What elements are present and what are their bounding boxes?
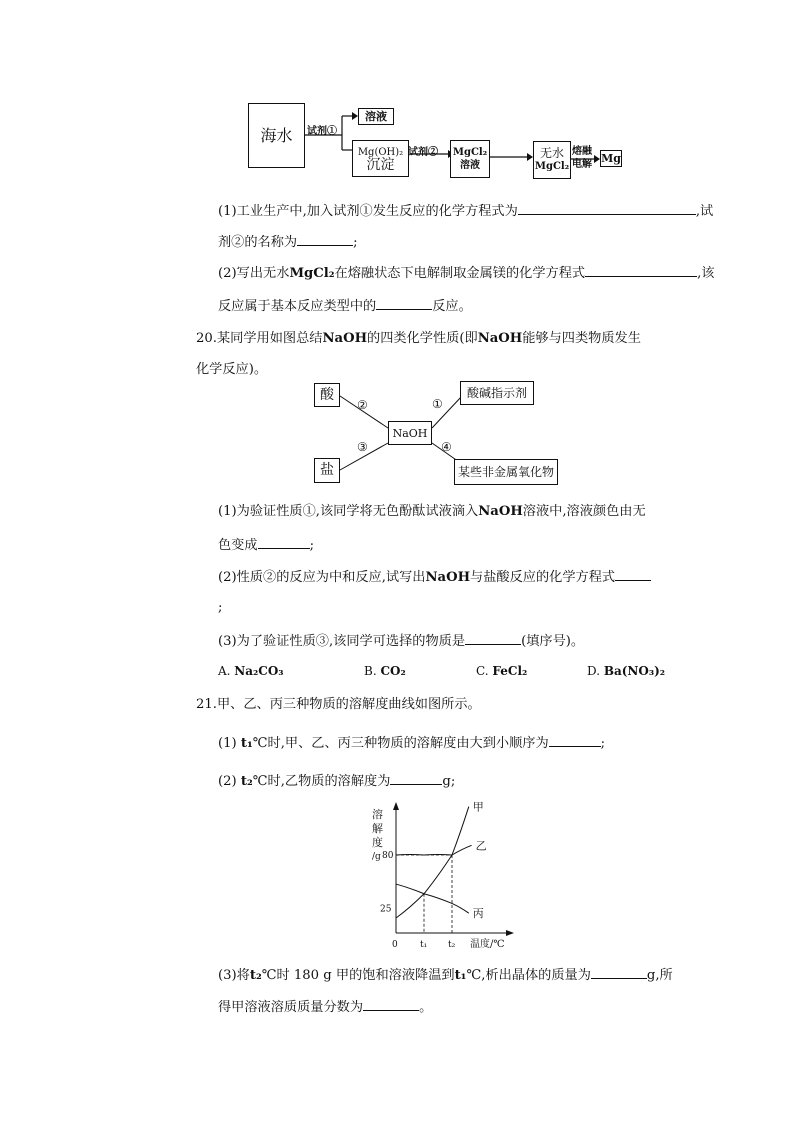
- x-tick: 0: [392, 940, 398, 948]
- x-tick: t₁: [420, 940, 428, 948]
- q19-part1-line1: (1)工业生产中,加入试剂①发生反应的化学方程式为 ,试: [218, 201, 713, 221]
- series-label-甲: 甲: [472, 800, 484, 814]
- nonmetal-oxide-box: 某些非金属氧化物: [454, 459, 558, 485]
- melt-electrolysis-label: 熔融 电解: [572, 146, 592, 170]
- acid-box: 酸: [314, 383, 340, 407]
- y-label-char: 度: [372, 836, 383, 849]
- salt-box: 盐: [314, 458, 340, 483]
- q21-part2: (2) t₂℃时,乙物质的溶解度为 g;: [218, 771, 455, 791]
- y-tick-80: 80: [382, 851, 394, 861]
- label-1: ①: [432, 397, 443, 411]
- naoh-center-box: NaOH: [388, 421, 432, 445]
- mgoh-precipitate-box: Mg(OH)₂ 沉淀: [352, 140, 409, 177]
- y-axis-arrow: [393, 802, 399, 810]
- q19-part2-line1: (2)写出无水MgCl₂在熔融状态下电解制取金属镁的化学方程式 ,该: [218, 263, 715, 283]
- q21-part1: (1) t₁℃时,甲、乙、丙三种物质的溶解度由大到小顺序为 ;: [218, 733, 605, 753]
- y-label-char: 溶: [372, 808, 383, 821]
- q21-part3-line1: (3)将t₂℃时 180 g 甲的饱和溶液降温到t₁℃,析出晶体的质量为 g,所: [218, 965, 673, 985]
- series-乙: [396, 845, 472, 855]
- reagent1-label: 试剂①: [307, 126, 337, 137]
- x-tick: t₂: [448, 940, 456, 948]
- q20-part3: (3)为了验证性质③,该同学可选择的物质是 (填序号)。: [218, 631, 584, 651]
- y-label-char: 解: [372, 822, 383, 835]
- q20-part2-line2: ;: [218, 600, 223, 615]
- anhydrous-mgcl2-box: 无水 MgCl₂: [533, 141, 571, 179]
- q20-part2-line1: (2)性质②的反应为中和反应,试写出NaOH与盐酸反应的化学方程式: [218, 567, 651, 587]
- y-tick-25: 25: [380, 904, 392, 915]
- x-axis-arrow: [506, 930, 514, 936]
- label-4: ④: [441, 440, 452, 454]
- series-label-乙: 乙: [475, 839, 487, 853]
- q21-stem: 21.甲、乙、丙三种物质的溶解度曲线如图所示。: [196, 697, 481, 712]
- series-丙: [396, 884, 469, 913]
- mgcl2-solution-box: MgCl₂ 溶液: [450, 140, 490, 178]
- q20-part1-line2: 色变成 ;: [218, 535, 314, 555]
- q20-option-a: A. Na₂CO₃: [218, 664, 284, 678]
- q21-part3-line2: 得甲溶液溶质质量分数为 。: [218, 997, 432, 1017]
- label-2: ②: [357, 398, 368, 412]
- x-label: 温度/℃: [470, 939, 505, 948]
- q20-stem-line1: 20.某同学用如图总结NaOH的四类化学性质(即NaOH能够与四类物质发生: [196, 331, 641, 346]
- q19-part1-line2: 剂②的名称为 ;: [218, 232, 358, 252]
- mg-box: Mg: [601, 152, 621, 165]
- q20-option-b: B. CO₂: [364, 664, 406, 678]
- solution-box: 溶液: [358, 108, 394, 125]
- solubility-chart: [360, 798, 530, 948]
- q20-part1-line1: (1)为验证性质①,该同学将无色酚酞试液滴入NaOH溶液中,溶液颜色由无: [218, 504, 646, 519]
- indicator-box: 酸碱指示剂: [460, 381, 534, 405]
- reagent2-label: 试剂②: [408, 147, 438, 158]
- q20-option-d: D. Ba(NO₃)₂: [587, 664, 666, 678]
- series-label-丙: 丙: [472, 907, 484, 921]
- seawater-box: 海水: [248, 103, 305, 168]
- label-3: ③: [357, 440, 368, 454]
- q20-stem-line2: 化学反应)。: [196, 362, 268, 377]
- q20-option-c: C. FeCl₂: [476, 664, 528, 678]
- series-甲: [396, 807, 469, 918]
- q19-part2-line2: 反应属于基本反应类型中的 反应。: [218, 296, 472, 316]
- y-label-unit: /g: [372, 852, 381, 862]
